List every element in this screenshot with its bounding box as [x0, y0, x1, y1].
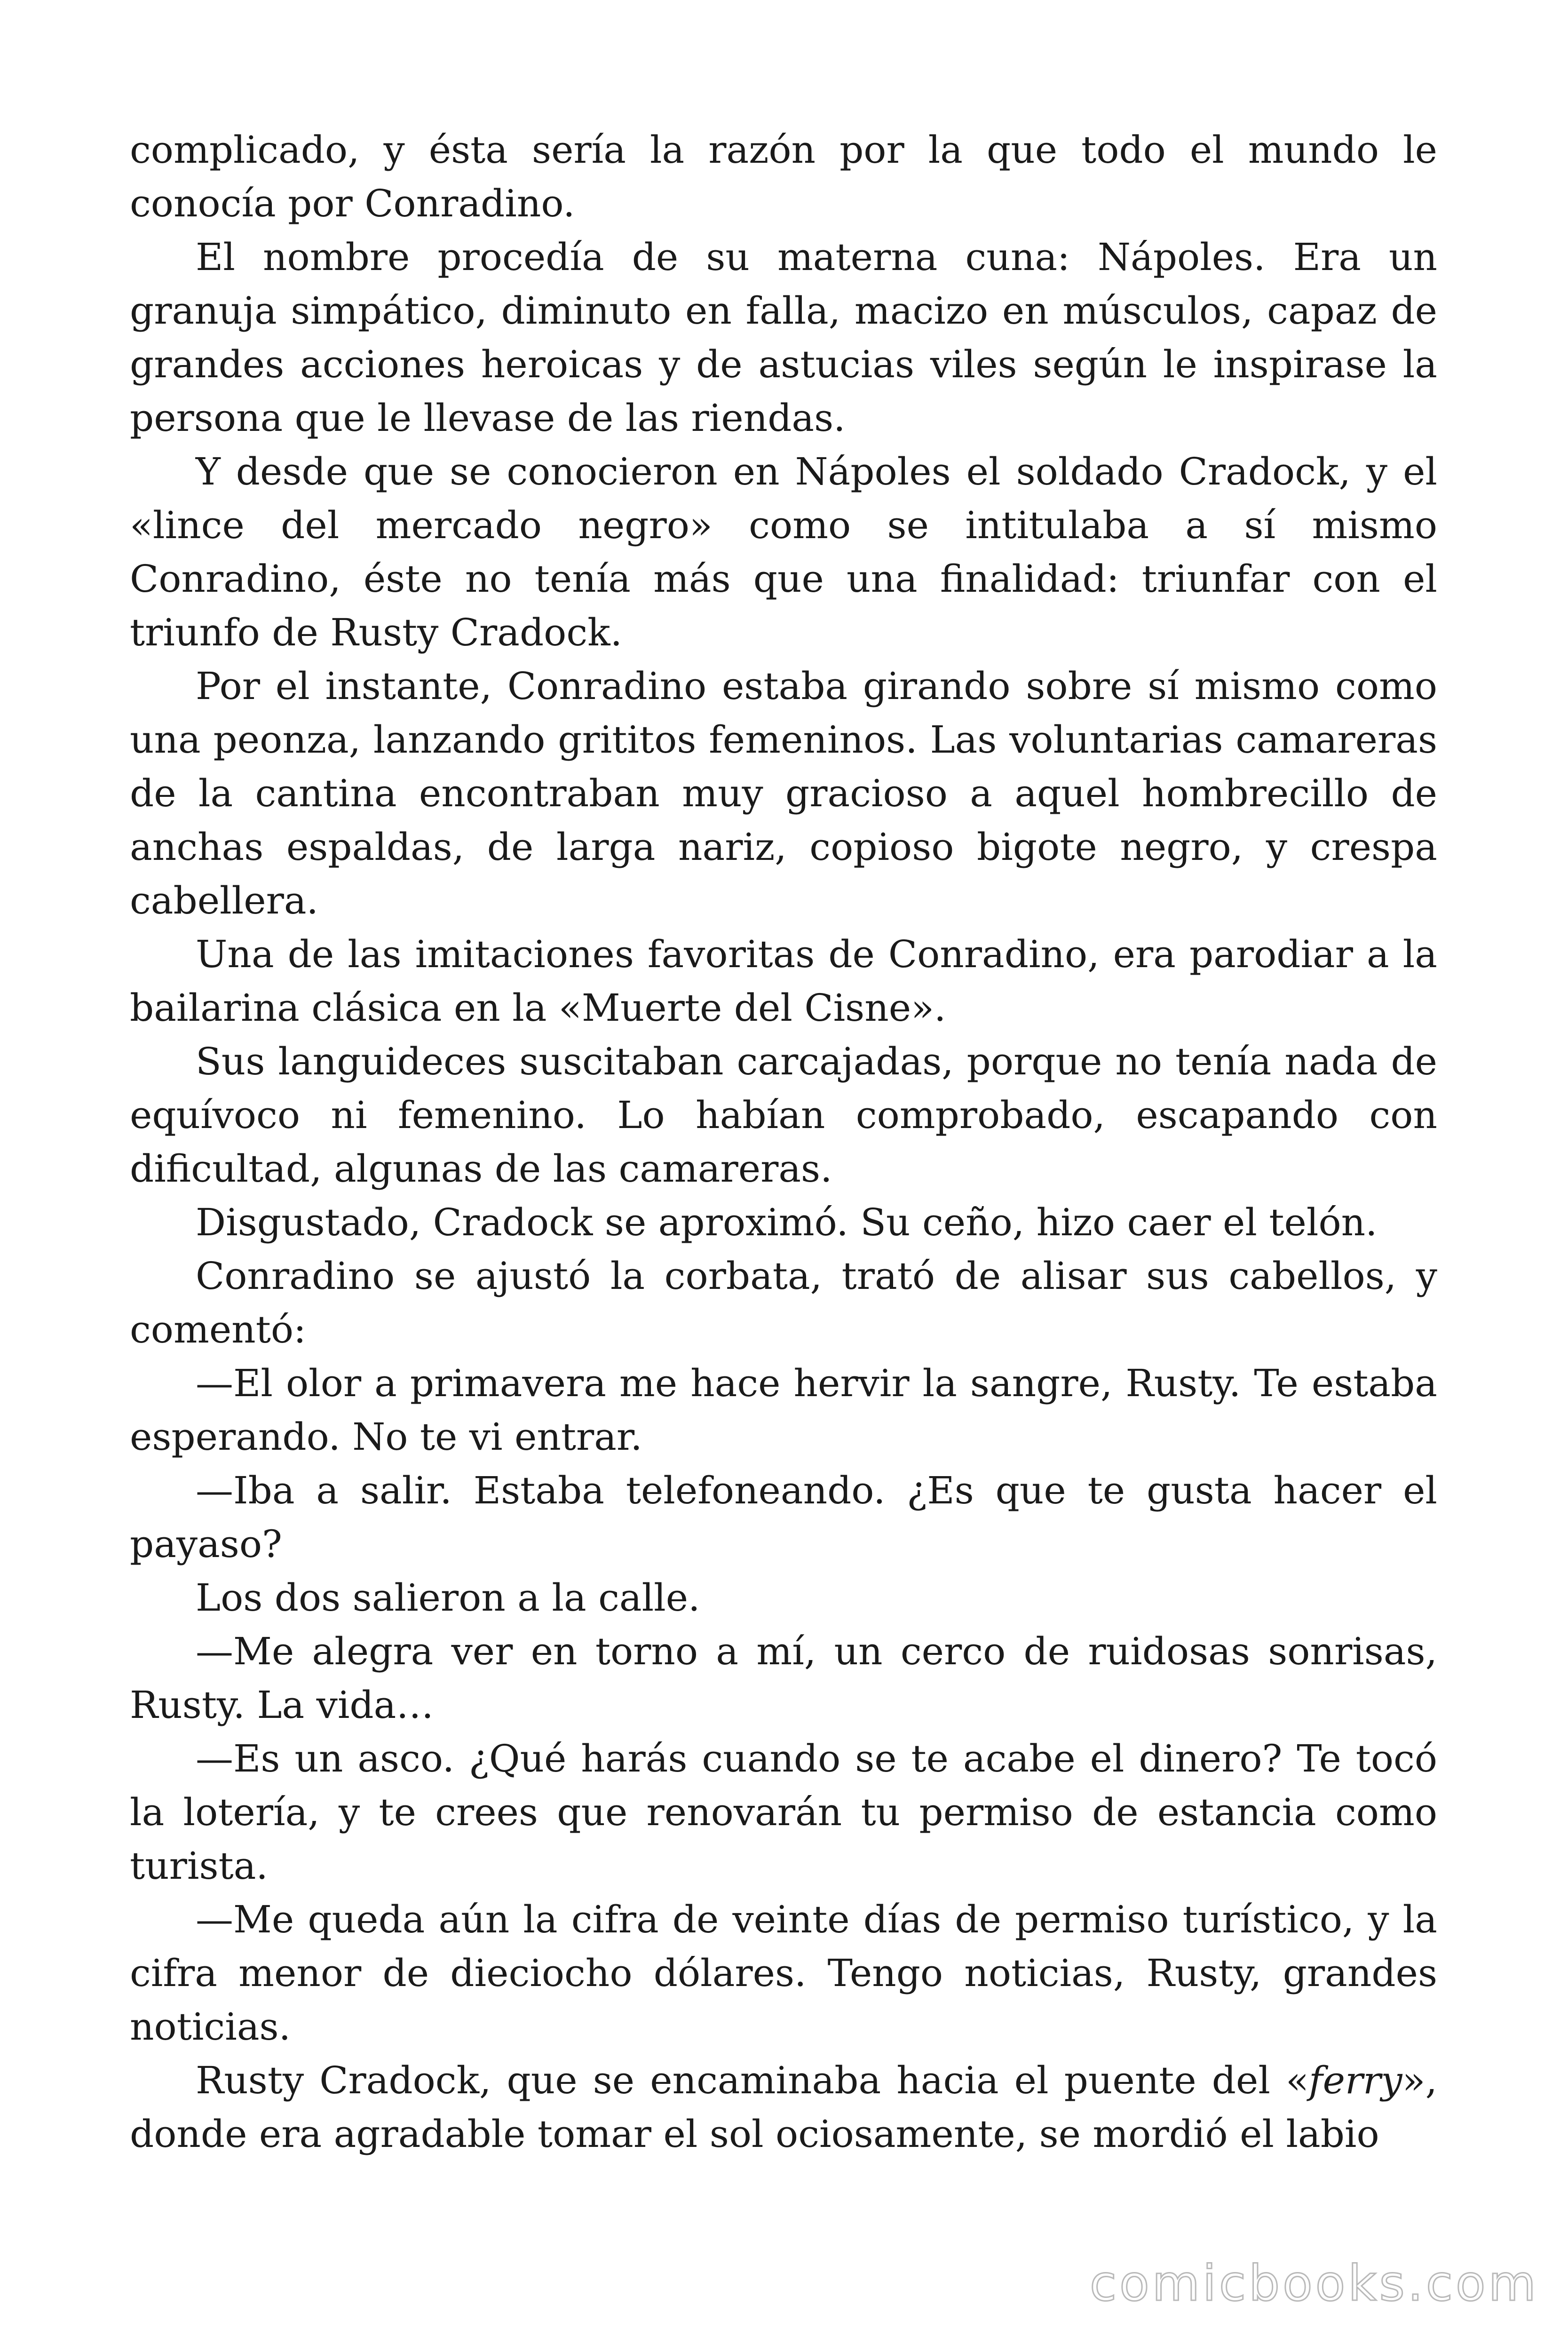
paragraph-7: Disgustado, Cradock se aproximó. Su ceño, hizo caer el telón.: [196, 1200, 1378, 1244]
paragraph-14: —Me queda aún la cifra de veinte días de permiso turístico, y la cifra menor de dieciocho dólares. Tengo noticias, Rusty, grandes noticias.: [130, 1898, 1437, 2049]
paragraph-10: —Iba a salir. Estaba telefoneando. ¿Es que te gusta hacer el payaso?: [130, 1469, 1437, 1566]
paragraph-4: Por el instante, Conradino estaba girando sobre sí mismo como una peonza, lanzando grititos femeninos. Las voluntarias camareras de la cantina encontraban muy gracioso a aquel hombrecillo de anchas espaldas, de larga nariz, copioso bigote negro, y crespa cabellera.: [130, 664, 1437, 922]
paragraph-6: Sus languideces suscitaban carcajadas, porque no tenía nada de equívoco ni femenino. Lo habían comprobado, escapando con dificultad, algunas de las camareras.: [130, 1040, 1437, 1191]
paragraph-8: Conradino se ajustó la corbata, trató de alisar sus cabellos, y comentó:: [130, 1254, 1437, 1351]
paragraph-13: —Es un asco. ¿Qué harás cuando se te acabe el dinero? Te tocó la lotería, y te crees que renovarán tu permiso de estancia como turista.: [130, 1737, 1437, 1888]
paragraph-11: Los dos salieron a la calle.: [196, 1576, 700, 1620]
page-body: [130, 123, 1437, 2161]
paragraph-12: —Me alegra ver en torno a mí, un cerco de ruidosas sonrisas, Rusty. La vida…: [130, 1629, 1437, 1727]
paragraph-15: [130, 2054, 1437, 2161]
paragraph-15-text-b: », donde era agradable tomar el sol ociosamente, se mordió el labio: [130, 2058, 1437, 2156]
paragraph-2: El nombre procedía de su materna cuna: Nápoles. Era un granuja simpático, diminuto en falla, macizo en músculos, capaz de grandes acciones heroicas y de astucias viles según le inspirase la persona que le llevase de las riendas.: [130, 235, 1437, 440]
paragraph-5: Una de las imitaciones favoritas de Conradino, era parodiar a la bailarina clásica en la «Muerte del Cisne».: [130, 932, 1437, 1030]
paragraph-1: complicado, y ésta sería la razón por la que todo el mundo le conocía por Conradino.: [130, 128, 1437, 225]
watermark: comicbooks.com: [1089, 2255, 1539, 2312]
paragraph-15-italic: ferry: [1308, 2058, 1402, 2102]
paragraph-3: Y desde que se conocieron en Nápoles el soldado Cradock, y el «lince del mercado negro» como se intitulaba a sí mismo Conradino, éste no tenía más que una finalidad: triunfar con el triunfo de Rusty Cradock.: [130, 450, 1437, 654]
paragraph-15-text-a: Rusty Cradock, que se encaminaba hacia el puente del «: [196, 2058, 1309, 2102]
paragraph-9: —El olor a primavera me hace hervir la sangre, Rusty. Te estaba esperando. No te vi entrar.: [130, 1361, 1437, 1459]
